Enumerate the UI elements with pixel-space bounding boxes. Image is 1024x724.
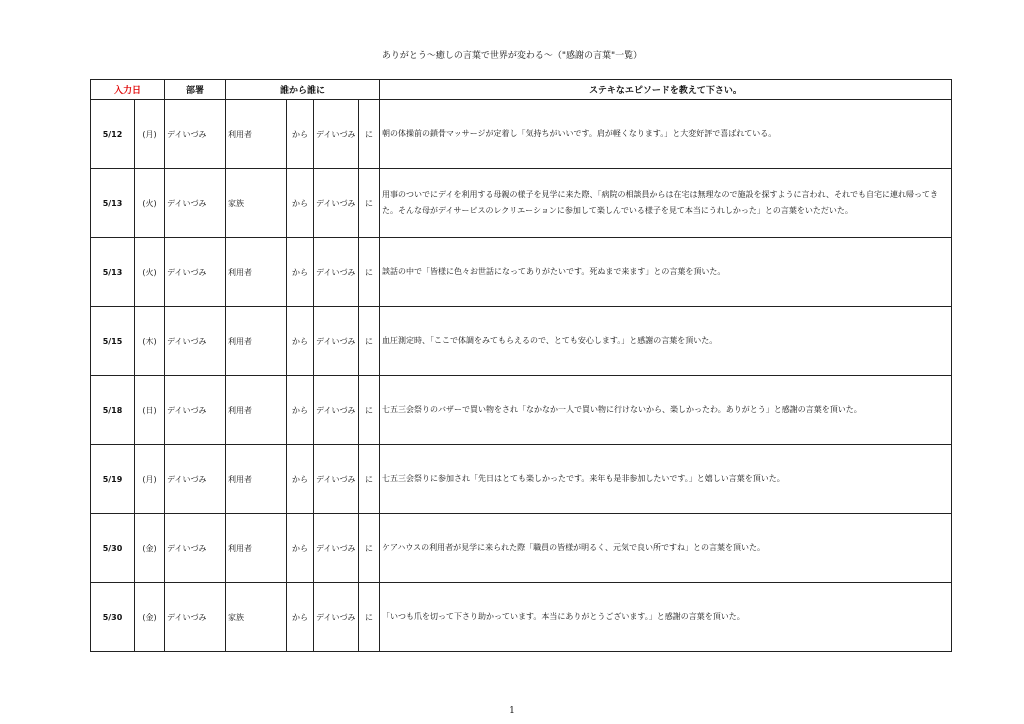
entry-date: 5/15 (91, 307, 135, 376)
table-row (91, 307, 952, 376)
entry-kara: から (287, 169, 314, 238)
gratitude-table (90, 79, 952, 652)
entry-weekday: (月) (135, 100, 165, 169)
entry-date: 5/12 (91, 100, 135, 169)
entry-weekday: (日) (135, 376, 165, 445)
entry-to: デイいづみ (314, 238, 359, 307)
header-row (91, 80, 952, 100)
document-title: ありがとう〜癒しの言葉で世界が変わる〜（"感謝の言葉"一覧） (381, 51, 643, 61)
entry-weekday: (金) (135, 514, 165, 583)
table-row (91, 514, 952, 583)
entry-weekday: (金) (135, 583, 165, 652)
entry-to: デイいづみ (314, 100, 359, 169)
entry-episode: 血圧測定時、「ここで体調をみてもらえるので、とても安心します。」と感謝の言葉を頂いた。 (380, 307, 952, 376)
table-row (91, 583, 952, 652)
entry-episode: 談話の中で「皆様に色々お世話になってありがたいです。死ぬまで来ます」との言葉を頂いた。 (380, 238, 952, 307)
table-row (91, 445, 952, 514)
page-number: 1 (509, 706, 515, 716)
entry-to: デイいづみ (314, 169, 359, 238)
entry-from: 家族 (226, 583, 287, 652)
entry-kara: から (287, 583, 314, 652)
entry-department: デイいづみ (165, 169, 226, 238)
entry-episode: 朝の体操前の鎖骨マッサージが定着し「気持ちがいいです。肩が軽くなります。」と大変好評で喜ばれている。 (380, 100, 952, 169)
entry-ni: に (359, 169, 380, 238)
header-dept: 部署 (165, 80, 226, 100)
table-row (91, 238, 952, 307)
entry-to: デイいづみ (314, 583, 359, 652)
entry-ni: に (359, 238, 380, 307)
entry-to: デイいづみ (314, 514, 359, 583)
entry-date: 5/19 (91, 445, 135, 514)
entry-kara: から (287, 307, 314, 376)
entry-ni: に (359, 307, 380, 376)
entry-to: デイいづみ (314, 376, 359, 445)
entry-date: 5/13 (91, 238, 135, 307)
entry-from: 家族 (226, 169, 287, 238)
entry-episode: 「いつも爪を切って下さり助かっています。本当にありがとうございます。」と感謝の言葉を頂いた。 (380, 583, 952, 652)
entry-ni: に (359, 514, 380, 583)
entry-date: 5/30 (91, 514, 135, 583)
entry-from: 利用者 (226, 445, 287, 514)
table-row (91, 376, 952, 445)
entry-kara: から (287, 445, 314, 514)
entry-episode: 用事のついでにデイを利用する母親の様子を見学に来た際、「病院の相談員からは在宅は無理なので施設を探すように言われ、それでも自宅に連れ帰ってきた。そんな母がデイサービスのレクリエーションに参加して楽しんでいる様子を見て本当にうれしかった」との言葉をいただいた。 (380, 169, 952, 238)
entry-from: 利用者 (226, 100, 287, 169)
entry-episode: 七五三会祭りのバザーで買い物をされ「なかなか一人で買い物に行けないから、楽しかったわ。ありがとう」と感謝の言葉を頂いた。 (380, 376, 952, 445)
entry-weekday: (火) (135, 169, 165, 238)
entry-weekday: (火) (135, 238, 165, 307)
entry-kara: から (287, 238, 314, 307)
entry-to: デイいづみ (314, 307, 359, 376)
entry-department: デイいづみ (165, 238, 226, 307)
entry-department: デイいづみ (165, 100, 226, 169)
header-date: 入力日 (91, 80, 165, 100)
entry-weekday: (木) (135, 307, 165, 376)
entry-department: デイいづみ (165, 583, 226, 652)
entry-date: 5/30 (91, 583, 135, 652)
header-episode: ステキなエピソードを教えて下さい。 (380, 80, 952, 100)
entry-date: 5/18 (91, 376, 135, 445)
entry-ni: に (359, 376, 380, 445)
entry-from: 利用者 (226, 376, 287, 445)
entry-weekday: (月) (135, 445, 165, 514)
entry-from: 利用者 (226, 514, 287, 583)
entry-kara: から (287, 376, 314, 445)
entry-to: デイいづみ (314, 445, 359, 514)
entry-department: デイいづみ (165, 307, 226, 376)
entry-kara: から (287, 100, 314, 169)
table-row (91, 169, 952, 238)
entry-from: 利用者 (226, 307, 287, 376)
entry-ni: に (359, 445, 380, 514)
entry-episode: 七五三会祭りに参加され「先日はとても楽しかったです。来年も是非参加したいです。」と嬉しい言葉を頂いた。 (380, 445, 952, 514)
entry-ni: に (359, 100, 380, 169)
entry-department: デイいづみ (165, 514, 226, 583)
header-from-to: 誰から誰に (226, 80, 380, 100)
entry-date: 5/13 (91, 169, 135, 238)
entry-ni: に (359, 583, 380, 652)
entry-department: デイいづみ (165, 376, 226, 445)
table-row (91, 100, 952, 169)
entry-department: デイいづみ (165, 445, 226, 514)
entry-from: 利用者 (226, 238, 287, 307)
entry-episode: ケアハウスの利用者が見学に来られた際「職員の皆様が明るく、元気で良い所ですね」との言葉を頂いた。 (380, 514, 952, 583)
entry-kara: から (287, 514, 314, 583)
